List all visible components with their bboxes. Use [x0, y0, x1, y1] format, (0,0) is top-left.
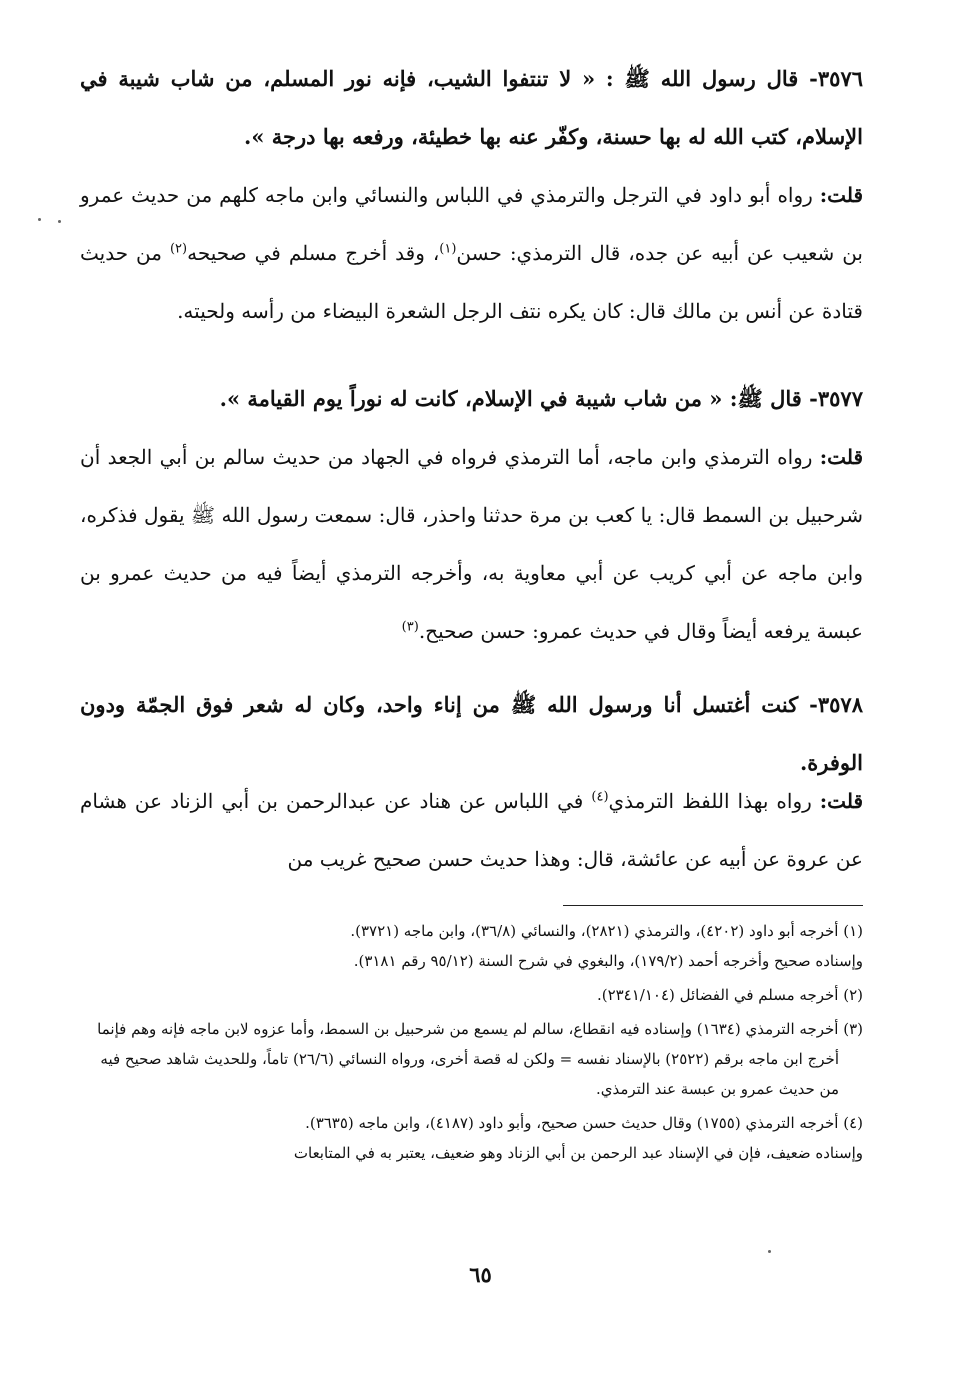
commentary-text: في اللباس عن هناد عن عبدالرحمن بن أبي الزناد عن هشام عن عروة عن أبيه عن عائشة، قال: وهذا حديث حسن صحيح غريب من: [80, 789, 863, 871]
scan-speck: [38, 218, 41, 221]
commentary-text: ، وقد أخرج مسلم في صحيحه: [187, 241, 440, 265]
footnote-3: [80, 1014, 863, 1104]
hadith-3577: [80, 370, 863, 428]
scan-speck: [768, 1250, 771, 1253]
page-number: ٦٥: [469, 1262, 492, 1287]
hadith-number: ٣٥٧٧-: [809, 386, 863, 411]
commentary-text: رواه بهذا اللفظ الترمذي: [608, 789, 812, 813]
commentary-text: من حديث قتادة عن أنس بن مالك قال: كان يكره نتف الرجل الشعرة البيضاء من رأسه ولحيته.: [80, 241, 863, 323]
footnote-line: (٣) أخرجه الترمذي (١٦٣٤) وإسناده فيه انقطاع، سالم لم يسمع من شرحبيل بن السمط، وأما عزوه لابن ماجه فإنه وهم فإنما أخرج ابن ماجه برقم (٢٥٢٢) بالإسناد نفسه = ولكن له قصة أخرى، ورواه النسائي (٢٦/٦) تاماً، وللحديث شاهد صحيح فيه من حديث عمرو بن عبسة عند الترمذي.: [97, 1020, 863, 1098]
footnote-1: [80, 916, 863, 976]
hadith-text: كنت أغتسل أنا ورسول الله ﷺ من إناء واحد، وكان له شعر فوق الجمّة ودون الوفرة.: [80, 692, 863, 775]
footnotes-section: [80, 916, 863, 1172]
footnote-marker: (٢): [169, 241, 188, 257]
commentary-text: رواه أبو داود في الترجل والترمذي في اللباس والنسائي وابن ماجه كلهم من حديث عمرو بن شعيب عن أبيه عن جده، قال الترمذي: حسن: [80, 183, 863, 265]
footnote-line: (٢) أخرجه مسلم في الفضائل (٢٣٤١/١٠٤).: [596, 986, 863, 1004]
footnote-divider: [563, 905, 863, 906]
hadith-number: ٣٥٧٨-: [809, 692, 863, 717]
footnote-2: [80, 980, 863, 1010]
footnote-marker: (٣): [401, 619, 419, 635]
hadith-number: ٣٥٧٦-: [809, 66, 864, 91]
commentary-3576: [80, 166, 863, 340]
footnote-marker: (٤): [591, 789, 609, 805]
commentary-label: قلت:: [819, 183, 863, 207]
hadith-text: قال رسول الله ﷺ : « لا تنتفوا الشيب، فإنه نور المسلم، من شاب شيبة في الإسلام، كتب الله له بها حسنة، وكفّر عنه بها خطيئة، ورفعه بها درجة ».: [80, 66, 863, 149]
hadith-3576: [80, 50, 863, 166]
commentary-label: قلت:: [819, 445, 863, 469]
footnote-line: وإسناده صحيح وأخرجه أحمد (١٧٩/٢)، والبغوي في شرح السنة (٩٥/١٢ رقم ٣١٨١).: [353, 952, 863, 970]
commentary-label: قلت:: [819, 789, 863, 813]
footnote-marker: (١): [439, 241, 457, 257]
footnote-line: (١) أخرجه أبو داود (٤٢٠٢)، والترمذي (٢٨٢١)، والنسائي (٣٦/٨)، وابن ماجه (٣٧٢١).: [350, 922, 863, 940]
scan-speck: [58, 220, 61, 223]
footnote-4: [80, 1108, 863, 1168]
hadith-text: قال ﷺ: « من شاب شيبة في الإسلام، كانت له نوراً يوم القيامة ».: [219, 386, 802, 411]
commentary-3577: [80, 428, 863, 660]
footnote-line: (٤) أخرجه الترمذي (١٧٥٥) وقال حديث حسن صحيح، وأبو داود (٤١٨٧)، وابن ماجه (٣٦٣٥).: [305, 1114, 863, 1132]
footnote-line: وإسناده ضعيف، فإن في الإسناد عبد الرحمن بن أبي الزناد وهو ضعيف، يعتبر به في المتابعات: [293, 1144, 863, 1162]
commentary-text: رواه الترمذي وابن ماجه، أما الترمذي فرواه في الجهاد من حديث سالم بن أبي الجعد أن شرحبيل بن السمط قال: يا كعب بن مرة حدثنا واحذر، قال: سمعت رسول الله ﷺ يقول فذكره، وابن ماجه عن أبي كريب عن أبي معاوية به، وأخرجه الترمذي أيضاً فيه من حديث عمرو بن عبسة يرفعه أيضاً وقال في حديث عمرو: حسن صحيح.: [80, 445, 863, 643]
commentary-3578: [80, 772, 863, 888]
